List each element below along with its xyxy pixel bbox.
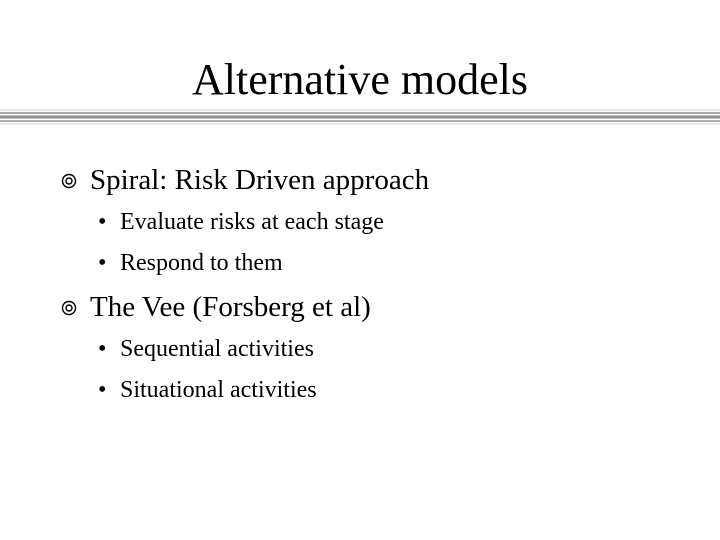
slide-title: Alternative models xyxy=(191,55,528,104)
title-underline-graphic xyxy=(0,108,720,126)
sub-bullet-item-1-1 xyxy=(98,208,384,236)
sub-bullet-dot: • xyxy=(98,377,107,403)
sub-bullet-dot: • xyxy=(98,209,107,235)
ring-bullet-icon xyxy=(60,290,90,324)
bullet-item-2 xyxy=(60,290,371,324)
sub-bullet-item-2-1-text: Sequential activities xyxy=(120,336,314,362)
sub-bullet-item-1-1-text: Evaluate risks at each stage xyxy=(120,209,384,235)
sub-bullet-item-1-2-text: Respond to them xyxy=(120,250,283,276)
sub-bullet-dot: • xyxy=(98,250,107,276)
sub-bullet-dot: • xyxy=(98,336,107,362)
bullet-item-1 xyxy=(60,163,429,197)
sub-bullet-item-2-2-text: Situational activities xyxy=(120,377,317,403)
sub-bullet-item-1-2 xyxy=(98,249,283,277)
bullet-item-2-text: The Vee (Forsberg et al) xyxy=(90,291,371,323)
ring-bullet-icon xyxy=(60,163,90,197)
bullet-item-1-text: Spiral: Risk Driven approach xyxy=(90,164,430,196)
sub-bullet-item-2-1 xyxy=(98,335,314,363)
title-underline xyxy=(0,108,720,126)
sub-bullet-item-2-2 xyxy=(98,376,317,404)
